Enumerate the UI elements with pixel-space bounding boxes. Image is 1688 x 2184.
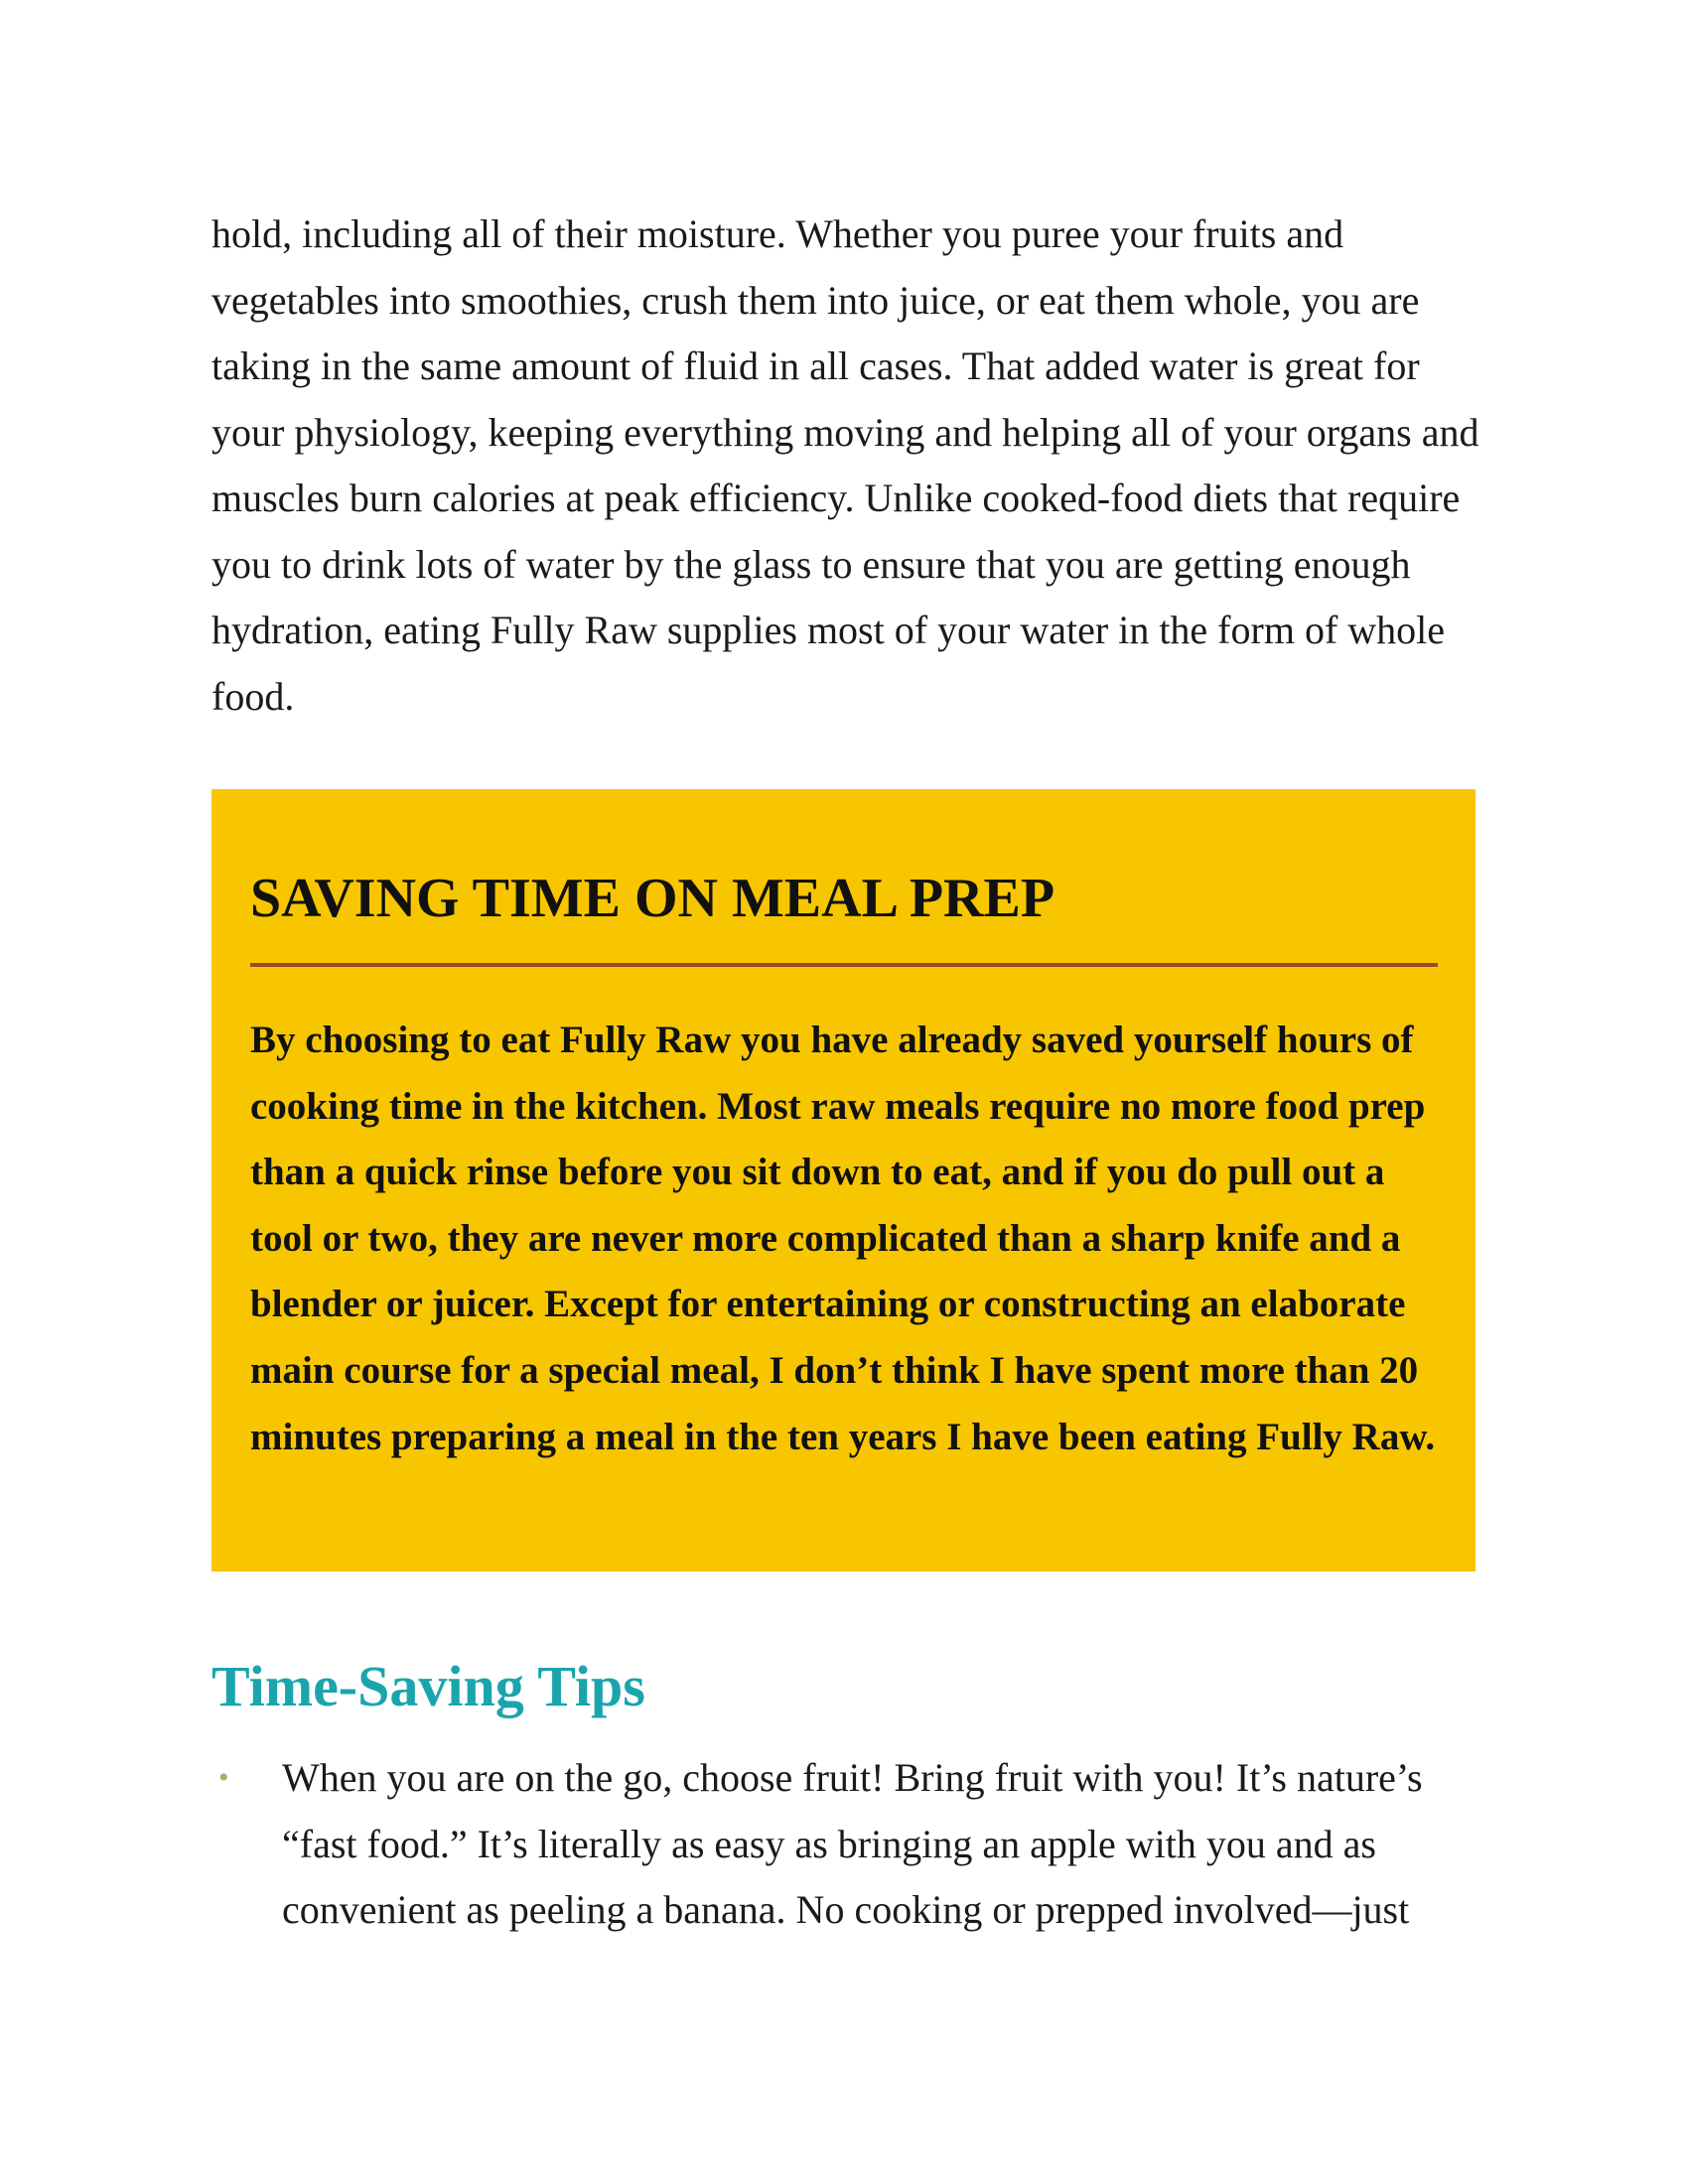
intro-paragraph: hold, including all of their moisture. Whether you puree your fruits and vegetables into smoothies, crush them into juice, or eat them whole, you are taking in the same amount of fluid in all cases. That added water is great for your physiology, keeping everything moving and helping all of your organs and muscles burn calories at peak efficiency. Unlike cooked-food diets that require you to drink lots of water by the glass to ensure that you are getting enough hydration, eating Fully Raw supplies most of your water in the form of whole food. <box>211 211 1479 719</box>
bullet-icon: • <box>218 1761 229 1794</box>
tips-list <box>211 1745 1487 1944</box>
list-item <box>211 1745 1487 1944</box>
sidebar-divider <box>250 963 1438 967</box>
sidebar-body: By choosing to eat Fully Raw you have already saved yourself hours of cooking time in the kitchen. Most raw meals require no more food prep than a quick rinse before you sit down to eat, and if you do pull out a tool or two, they are never more complicated than a sharp knife and a blender or juicer. Except for entertaining or constructing an elaborate main course for a special meal, I don’t think I have spent more than 20 minutes preparing a meal in the ten years I have been eating Fully Raw. <box>250 1019 1436 1458</box>
sidebar-title: SAVING TIME ON MEAL PREP <box>250 868 1055 929</box>
tip-text: When you are on the go, choose fruit! Bring fruit with you! It’s nature’s “fast food.” It’s literally as easy as bringing an apple with you and as convenient as peeling a banana. No cooking or prepped involved—just <box>282 1755 1423 1932</box>
sidebar-box <box>211 789 1476 1571</box>
section-heading: Time-Saving Tips <box>211 1654 645 1718</box>
